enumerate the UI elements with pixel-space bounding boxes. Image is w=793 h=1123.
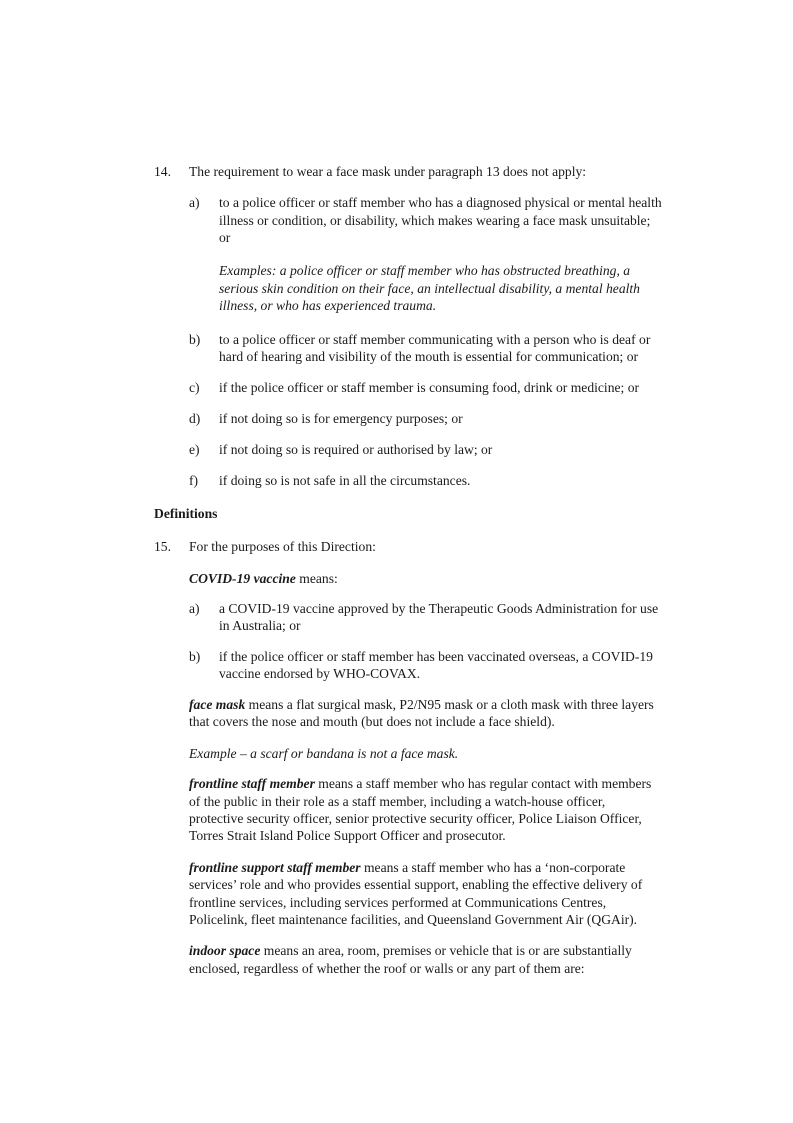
def-face-mask-term: face mask <box>189 697 246 712</box>
para-15-number: 15. <box>154 539 171 554</box>
covid-vaccine-a-label: a) <box>189 601 200 616</box>
para-14-intro: The requirement to wear a face mask under paragraph 13 does not apply: <box>189 164 587 179</box>
def-frontline-staff-line-1 <box>189 775 651 793</box>
para-14e-line-1: if not doing so is required or authorised by law; or <box>219 442 493 457</box>
para-14a-label: a) <box>189 195 200 210</box>
para-14a-example-line-3: illness, or who has experienced trauma. <box>219 298 437 313</box>
def-covid-vaccine-heading <box>189 570 338 588</box>
covid-vaccine-a-line-2: in Australia; or <box>219 618 301 633</box>
para-14c-label: c) <box>189 380 200 395</box>
para-14c-line-1: if the police officer or staff member is consuming food, drink or medicine; or <box>219 380 640 395</box>
para-14a-line-1: to a police officer or staff member who has a diagnosed physical or mental health <box>219 195 662 210</box>
para-14-number: 14. <box>154 164 171 179</box>
covid-vaccine-a-line-1: a COVID-19 vaccine approved by the Therapeutic Goods Administration for use <box>219 601 659 616</box>
para-14a-line-3: or <box>219 230 231 245</box>
para-14a-example-line-1: Examples: a police officer or staff member who has obstructed breathing, a <box>219 263 631 278</box>
def-covid-vaccine-term: COVID-19 vaccine <box>189 571 296 586</box>
para-14b-label: b) <box>189 332 201 347</box>
def-frontline-support-line-2: services’ role and who provides essential support, enabling the effective delivery of <box>189 877 643 892</box>
def-indoor-space-term: indoor space <box>189 943 261 958</box>
para-14d-label: d) <box>189 411 201 426</box>
covid-vaccine-b-line-1: if the police officer or staff member has been vaccinated overseas, a COVID-19 <box>219 649 653 664</box>
def-indoor-space-line-2: enclosed, regardless of whether the roof or walls or any part of them are: <box>189 961 585 976</box>
def-frontline-support-term: frontline support staff member <box>189 860 361 875</box>
para-15-intro: For the purposes of this Direction: <box>189 539 376 554</box>
def-frontline-staff-line-1-rest: means a staff member who has regular contact with members <box>314 776 652 791</box>
def-face-mask-line-1-rest: means a flat surgical mask, P2/N95 mask or a cloth mask with three layers <box>245 697 654 712</box>
def-face-mask-example: Example – a scarf or bandana is not a face mask. <box>189 746 459 761</box>
covid-vaccine-b-label: b) <box>189 649 201 664</box>
def-indoor-space-line-1-rest: means an area, room, premises or vehicle that is or are substantially <box>260 943 632 958</box>
para-14f-line-1: if doing so is not safe in all the circumstances. <box>219 473 471 488</box>
def-face-mask-line-1 <box>189 696 654 714</box>
def-indoor-space-line-1 <box>189 942 632 960</box>
covid-vaccine-b-line-2: vaccine endorsed by WHO-COVAX. <box>219 666 421 681</box>
def-frontline-staff-line-2: of the public in their role as a staff member, including a watch-house officer, <box>189 794 606 809</box>
def-frontline-staff-line-4: Torres Strait Island Police Support Officer and prosecutor. <box>189 828 506 843</box>
def-face-mask-line-2: that covers the nose and mouth (but does not include a face shield). <box>189 714 555 729</box>
para-14f-label: f) <box>189 473 199 488</box>
para-14e-label: e) <box>189 442 200 457</box>
para-14b-line-2: hard of hearing and visibility of the mouth is essential for communication; or <box>219 349 639 364</box>
para-14a-example-line-2: serious skin condition on their face, an intellectual disability, a mental health <box>219 281 640 296</box>
def-frontline-support-line-3: frontline services, including services performed at Communications Centres, <box>189 895 607 910</box>
def-frontline-support-line-1-rest: means a staff member who has a ‘non-corporate <box>360 860 626 875</box>
definitions-heading: Definitions <box>154 506 218 521</box>
def-covid-vaccine-means: means: <box>295 571 338 586</box>
def-frontline-support-line-1 <box>189 859 625 877</box>
def-frontline-support-line-4: Policelink, fleet maintenance facilities, and Queensland Government Air (QGAir). <box>189 912 638 927</box>
def-frontline-staff-line-3: protective security officer, senior protective security officer, Police Liaison Officer, <box>189 811 642 826</box>
def-frontline-staff-term: frontline staff member <box>189 776 315 791</box>
para-14a-line-2: illness or condition, or disability, which makes wearing a face mask unsuitable; <box>219 213 651 228</box>
para-14b-line-1: to a police officer or staff member communicating with a person who is deaf or <box>219 332 651 347</box>
para-14d-line-1: if not doing so is for emergency purposes; or <box>219 411 463 426</box>
